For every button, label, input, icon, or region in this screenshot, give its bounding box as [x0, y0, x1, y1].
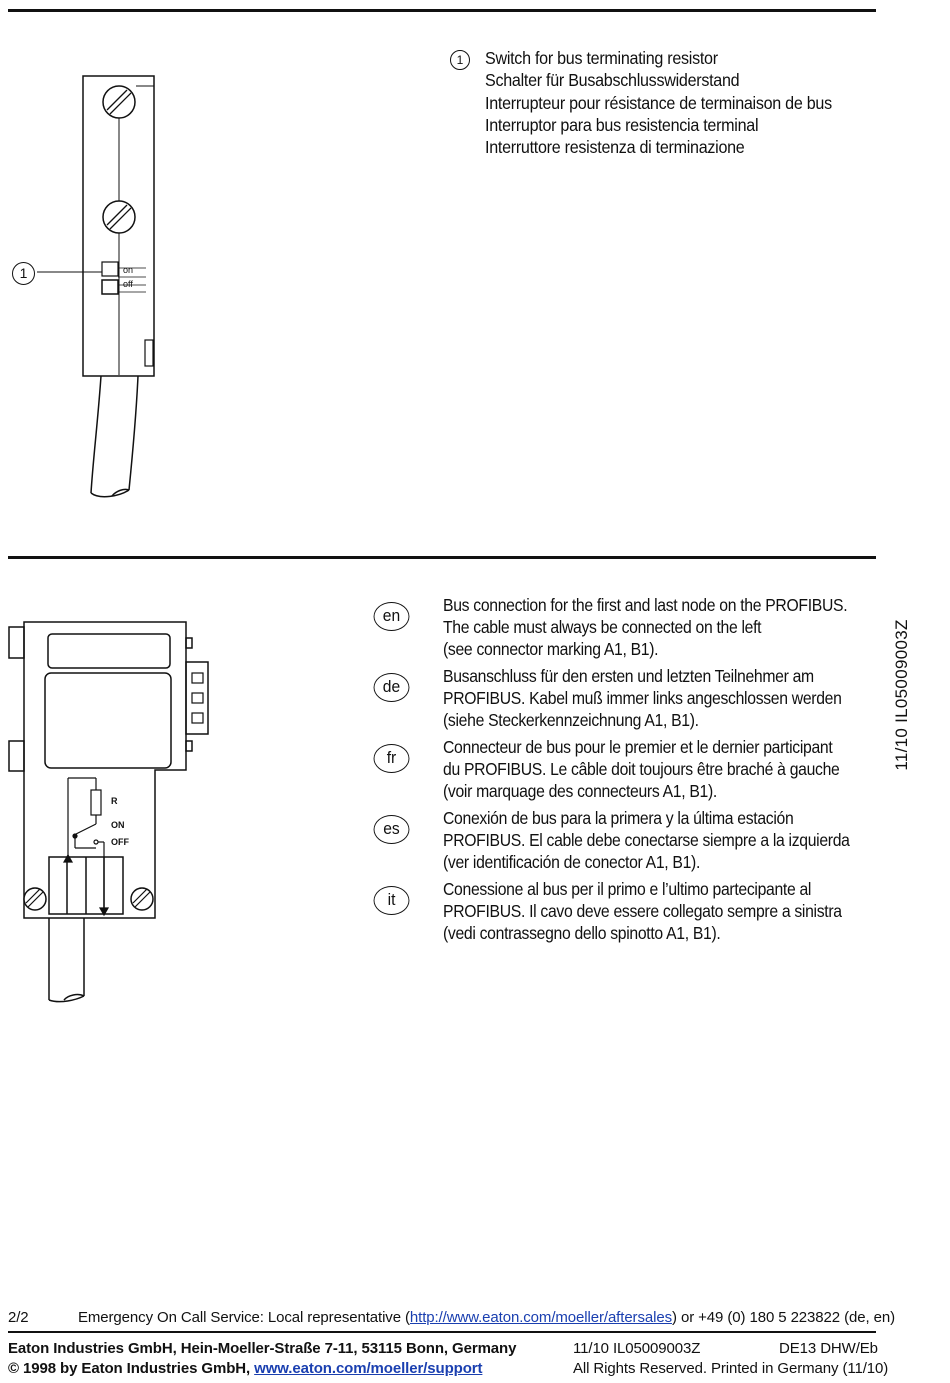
language-badge-es: es [374, 815, 410, 844]
callout-1-badge: 1 [12, 262, 35, 285]
language-text-es [443, 807, 911, 874]
side-document-code: 11/10 IL05009003Z [892, 619, 911, 771]
footer-rule [8, 1331, 876, 1333]
text-line: The cable must always be connected on the left [443, 617, 762, 638]
bus-connector-side-view-figure [0, 60, 200, 510]
text-line: PROFIBUS. El cable debe conectarse siempre a la izquierda [443, 830, 850, 851]
company-address: Eaton Industries GmbH, Hein-Moeller-Straße 7-11, 53115 Bonn, Germany [8, 1340, 517, 1357]
legend-line-de: Schalter für Busabschlusswiderstand [485, 70, 740, 91]
on-label: ON [111, 820, 125, 830]
screw-icon-right [131, 888, 153, 910]
screw-icon-lower [103, 201, 135, 233]
legend-line-it: Interruttore resistenza di terminazione [485, 137, 745, 158]
resistor-label: R [111, 796, 118, 806]
language-badge-de: de [374, 673, 410, 702]
legend-line-fr: Interrupteur pour résistance de terminaison de bus [485, 92, 832, 113]
legend-callout-1-badge: 1 [450, 50, 470, 70]
aftersales-link[interactable]: http://www.eaton.com/moeller/aftersales [409, 1309, 672, 1326]
emergency-suffix: ) or +49 (0) 180 5 223822 (de, en) [671, 1309, 895, 1326]
language-text-en [443, 594, 911, 661]
copyright-line [8, 1360, 482, 1377]
text-line: Busanschluss für den ersten und letzten Teilnehmer am [443, 666, 814, 686]
language-text-it [443, 878, 911, 945]
text-line: Bus connection for the first and last node on the PROFIBUS. [443, 595, 848, 615]
text-line: Connecteur de bus pour le premier et le dernier participant [443, 737, 833, 757]
language-text-fr [443, 736, 911, 803]
revision-code: DE13 DHW/Eb [779, 1340, 878, 1357]
text-line: (vedi contrassegno dello spinotto A1, B1). [443, 923, 721, 944]
text-line: (siehe Steckerkennzeichnung A1, B1). [443, 710, 699, 731]
text-line: PROFIBUS. Il cavo deve essere collegato sempre a sinistra [443, 901, 842, 922]
middle-rule [8, 556, 876, 559]
off-label: OFF [111, 837, 129, 847]
text-line: (ver identificación de conector A1, B1). [443, 852, 701, 873]
screw-icon-left [24, 888, 46, 910]
document-code: 11/10 IL05009003Z [573, 1340, 701, 1357]
emergency-service-line [78, 1309, 895, 1326]
page-number: 2/2 [8, 1309, 29, 1326]
cable-graphic-lower [49, 918, 84, 1002]
support-link[interactable]: www.eaton.com/moeller/support [254, 1360, 483, 1377]
text-line: (voir marquage des connecteurs A1, B1). [443, 781, 717, 802]
language-text-de [443, 665, 911, 732]
text-line: Conexión de bus para la primera y la última estación [443, 808, 794, 828]
switch-legend [485, 47, 832, 158]
screw-icon-upper [103, 86, 135, 118]
rights-notice: All Rights Reserved. Printed in Germany (11/10) [573, 1360, 889, 1377]
text-line: du PROFIBUS. Le câble doit toujours être braché à gauche [443, 759, 840, 780]
text-line: Conessione al bus per il primo e l’ultimo partecipante al [443, 879, 812, 899]
switch-on-label: on [123, 265, 134, 275]
language-badge-it: it [374, 886, 410, 915]
language-badge-en: en [374, 602, 410, 631]
copyright-prefix: © 1998 by Eaton Industries GmbH, [8, 1360, 255, 1377]
emergency-prefix: Emergency On Call Service: Local representative ( [78, 1309, 410, 1326]
text-line: (see connector marking A1, B1). [443, 639, 659, 660]
switch-off-label: off [123, 279, 133, 289]
cable-graphic [91, 376, 138, 497]
legend-line-en: Switch for bus terminating resistor [485, 48, 718, 68]
profibus-connector-front-figure [0, 615, 220, 1010]
text-line: PROFIBUS. Kabel muß immer links angeschlossen werden [443, 688, 842, 709]
language-badge-fr: fr [374, 744, 410, 773]
top-rule [8, 9, 876, 12]
legend-line-es: Interruptor para bus resistencia terminal [485, 114, 759, 135]
